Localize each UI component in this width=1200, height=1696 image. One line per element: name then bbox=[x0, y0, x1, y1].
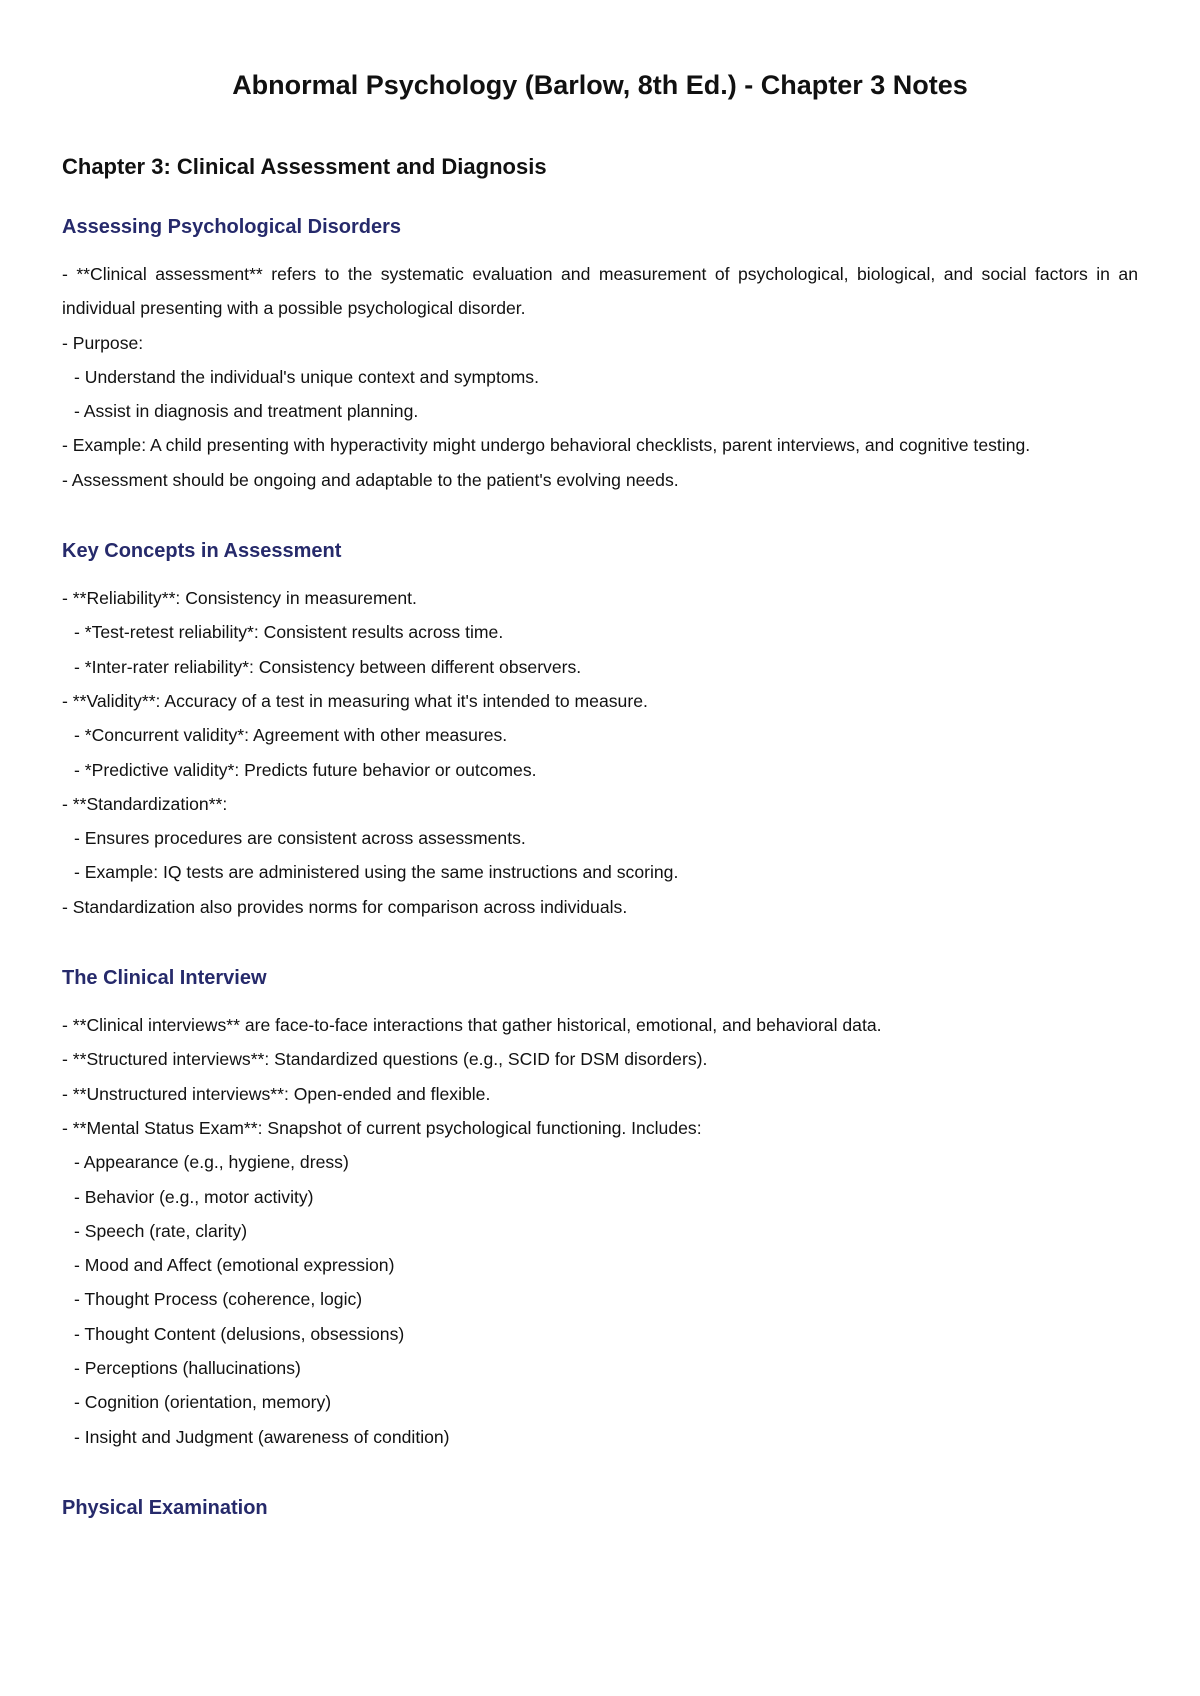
sub-bullet-line: - Example: IQ tests are administered using the same instructions and scoring. bbox=[74, 862, 679, 883]
chapter-heading: Chapter 3: Clinical Assessment and Diagnosis bbox=[62, 154, 547, 179]
sub-bullet-line: - Appearance (e.g., hygiene, dress) bbox=[74, 1152, 349, 1173]
sub-bullet-line: - Thought Content (delusions, obsessions) bbox=[74, 1323, 405, 1344]
sub-bullet-line: - Thought Process (coherence, logic) bbox=[74, 1289, 363, 1310]
sections-container bbox=[62, 213, 1138, 1522]
section-body bbox=[62, 257, 1138, 497]
document-title: Abnormal Psychology (Barlow, 8th Ed.) - Chapter 3 Notes bbox=[232, 70, 968, 100]
sub-bullet-line: - Mood and Affect (emotional expression) bbox=[74, 1255, 395, 1276]
bullet-line: - Example: A child presenting with hyperactivity might undergo behavioral checklists, parent interviews, and cognitive testing. bbox=[62, 435, 1031, 456]
section bbox=[62, 1494, 1138, 1522]
section-body bbox=[62, 581, 1138, 924]
sub-bullet-line: - *Test-retest reliability*: Consistent results across time. bbox=[74, 622, 504, 643]
section-heading: Key Concepts in Assessment bbox=[62, 540, 342, 563]
section-heading: Physical Examination bbox=[62, 1496, 268, 1519]
section-heading: Assessing Psychological Disorders bbox=[62, 216, 402, 238]
section bbox=[62, 213, 1138, 497]
sub-bullet-line: - Cognition (orientation, memory) bbox=[74, 1392, 332, 1413]
bullet-line: - **Clinical assessment** refers to the systematic evaluation and measurement of psychological, biological, and social factors in an individual presenting with a possible psychological disorder. bbox=[62, 264, 1138, 319]
sub-bullet-line: - Ensures procedures are consistent across assessments. bbox=[74, 828, 526, 849]
section bbox=[62, 537, 1138, 924]
sub-bullet-line: - Behavior (e.g., motor activity) bbox=[74, 1186, 314, 1207]
sub-bullet-line: - *Inter-rater reliability*: Consistency between different observers. bbox=[74, 656, 582, 677]
sub-bullet-line: - *Concurrent validity*: Agreement with other measures. bbox=[74, 725, 508, 746]
bullet-line: - **Mental Status Exam**: Snapshot of current psychological functioning. Includes: bbox=[62, 1117, 702, 1138]
sub-bullet-line: - *Predictive validity*: Predicts future behavior or outcomes. bbox=[74, 759, 537, 780]
bullet-line: - **Clinical interviews** are face-to-face interactions that gather historical, emotional, and behavioral data. bbox=[62, 1015, 882, 1036]
bullet-line: - **Reliability**: Consistency in measurement. bbox=[62, 588, 417, 609]
bullet-line: - Assessment should be ongoing and adaptable to the patient's evolving needs. bbox=[62, 469, 679, 490]
section-heading: The Clinical Interview bbox=[62, 967, 267, 990]
bullet-line: - **Structured interviews**: Standardized questions (e.g., SCID for DSM disorders). bbox=[62, 1049, 708, 1070]
section bbox=[62, 964, 1138, 1454]
section-body bbox=[62, 1008, 1138, 1454]
sub-bullet-line: - Understand the individual's unique context and symptoms. bbox=[74, 366, 539, 387]
bullet-line: - Standardization also provides norms for comparison across individuals. bbox=[62, 896, 628, 917]
bullet-line: - **Unstructured interviews**: Open-ended and flexible. bbox=[62, 1083, 491, 1104]
bullet-line: - **Validity**: Accuracy of a test in measuring what it's intended to measure. bbox=[62, 690, 648, 711]
sub-bullet-line: - Speech (rate, clarity) bbox=[74, 1220, 248, 1241]
sub-bullet-line: - Assist in diagnosis and treatment planning. bbox=[74, 401, 419, 422]
bullet-line: - Purpose: bbox=[62, 332, 144, 353]
sub-bullet-line: - Insight and Judgment (awareness of condition) bbox=[74, 1426, 450, 1447]
sub-bullet-line: - Perceptions (hallucinations) bbox=[74, 1358, 301, 1379]
bullet-line: - **Standardization**: bbox=[62, 793, 228, 814]
